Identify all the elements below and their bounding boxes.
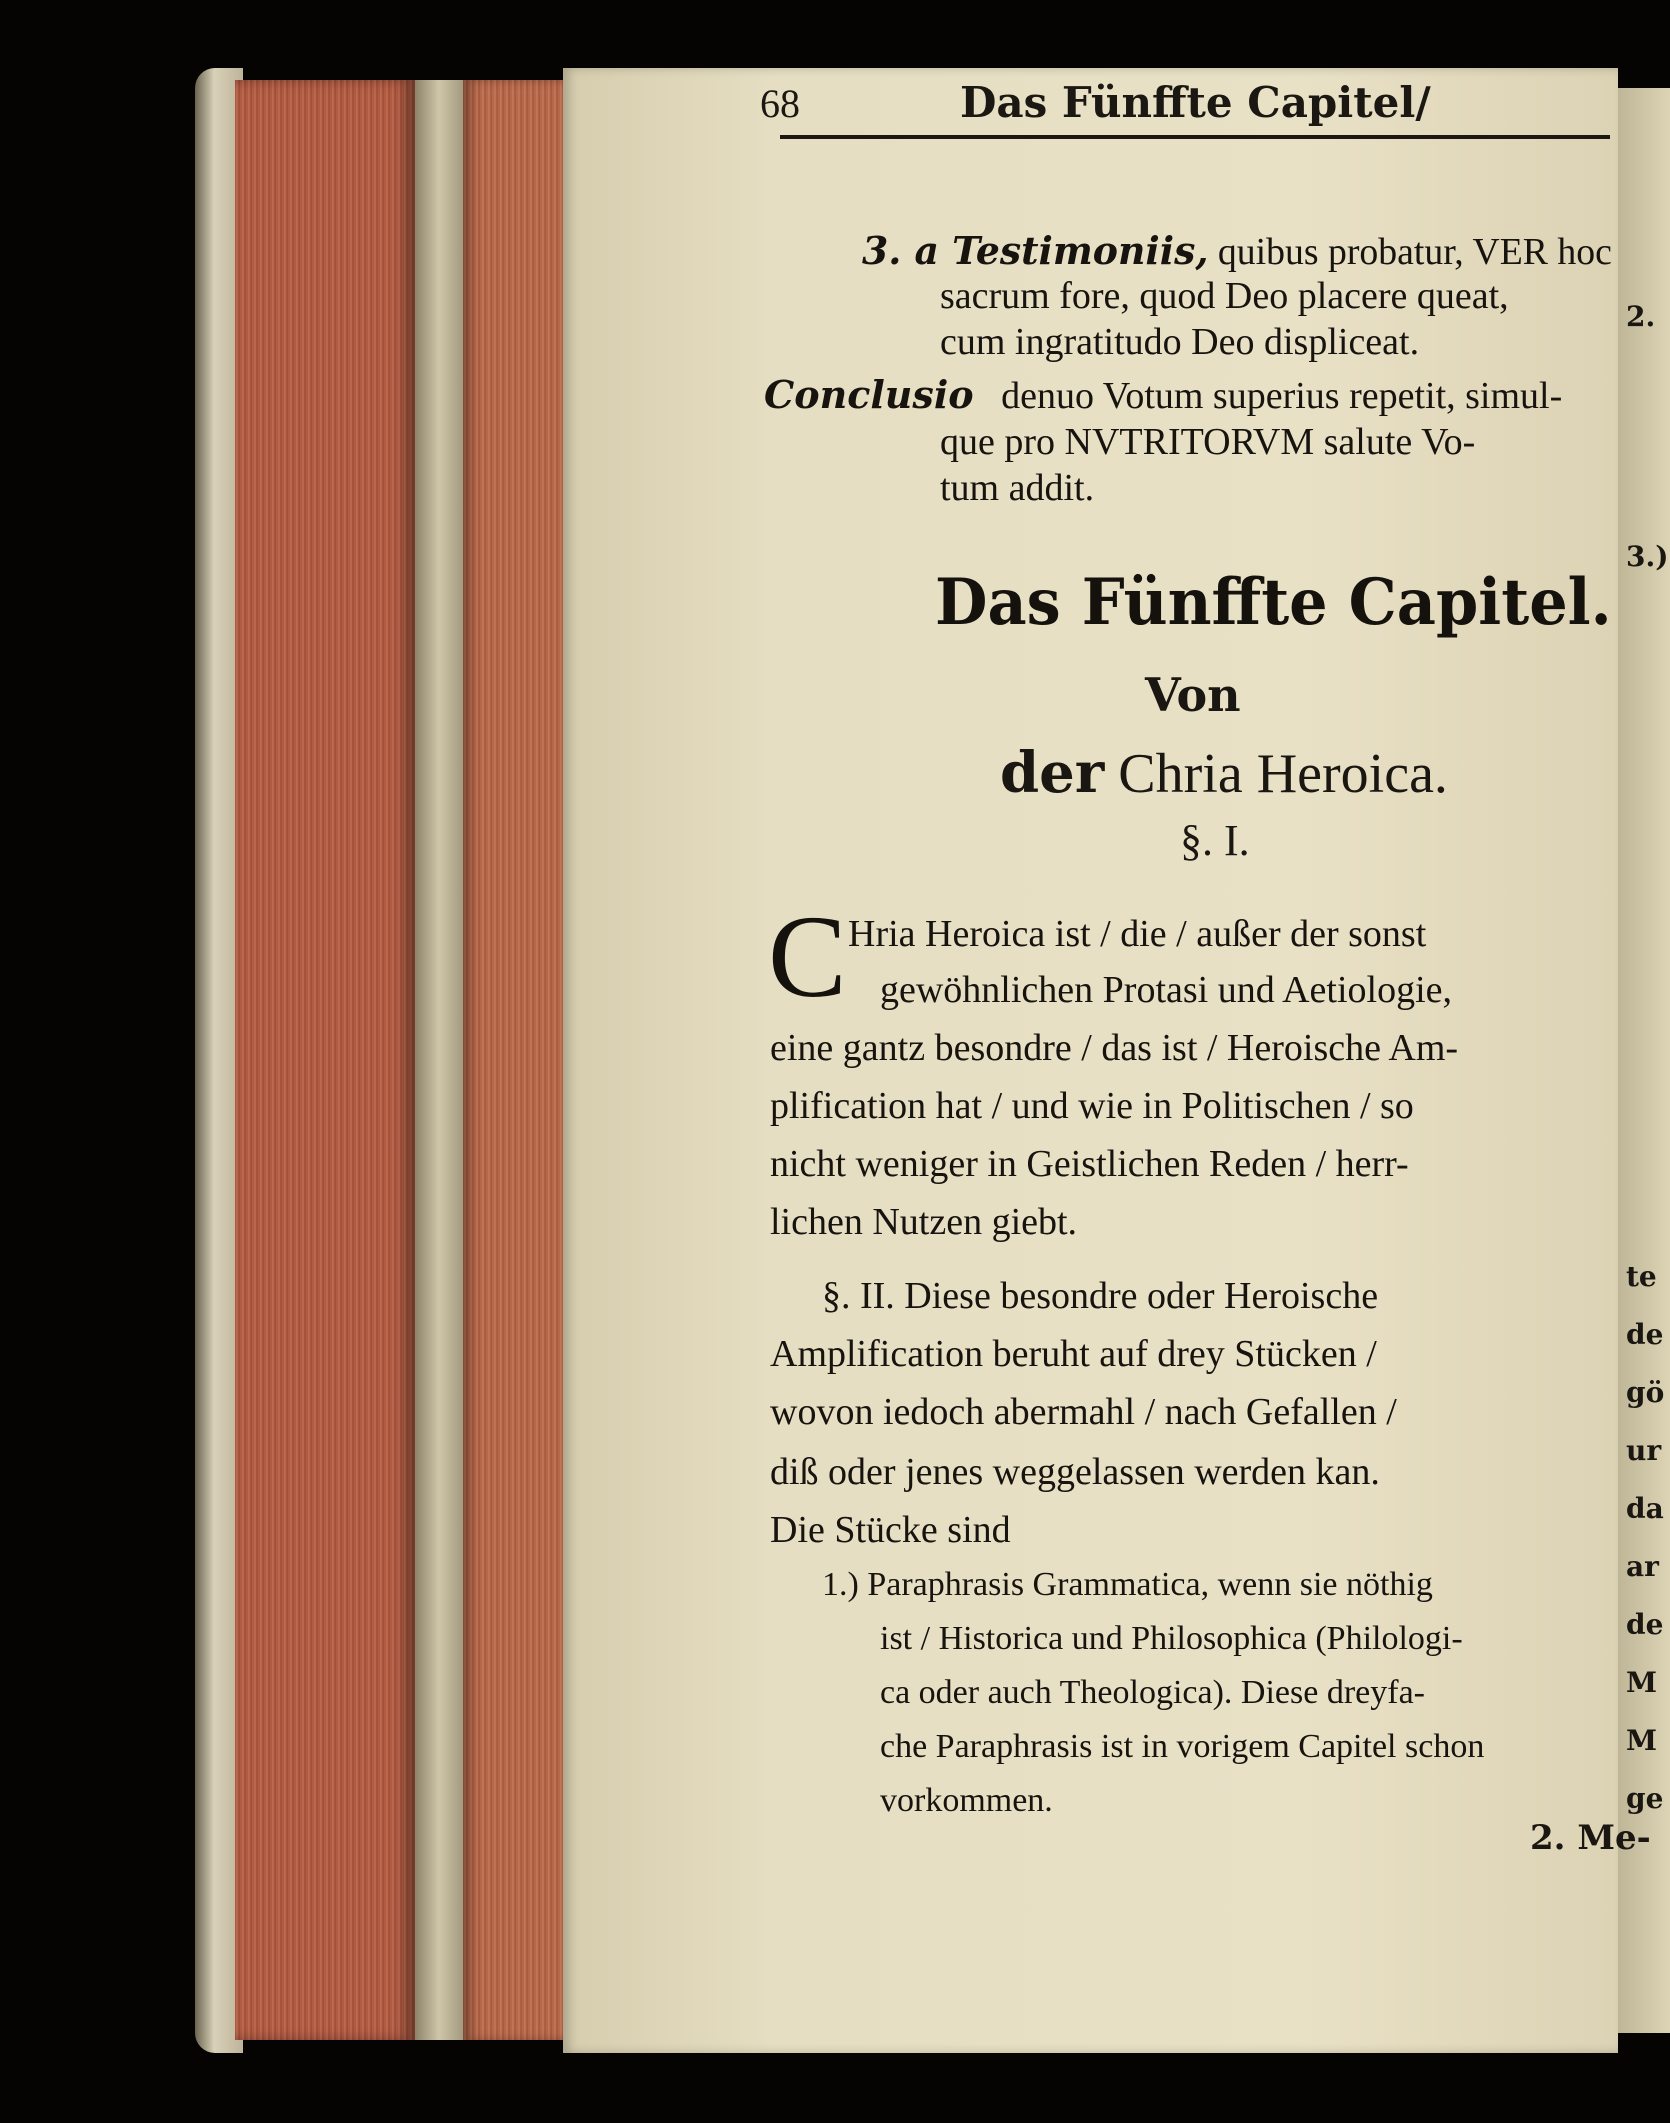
line-lead: Conclusio	[764, 372, 974, 417]
facing-page-fragment: ge	[1626, 1782, 1664, 1815]
chapter-title: Das Fünffte Capitel.	[935, 565, 1612, 640]
facing-page-fragment: M	[1626, 1724, 1657, 1757]
facing-page-fragment: ur	[1626, 1434, 1662, 1467]
book-gutter	[415, 80, 463, 2040]
text-line: 1.) Paraphrasis Grammatica, wenn sie nöthig	[822, 1566, 1433, 1603]
facing-page-fragment: de	[1626, 1608, 1664, 1641]
facing-page-fragment: 2.	[1626, 300, 1656, 333]
subtitle-der: der	[1000, 740, 1105, 806]
running-title-container	[960, 70, 1460, 140]
facing-page-fragment: M	[1626, 1666, 1657, 1699]
section-mark: §. I.	[1180, 816, 1250, 865]
line-text: quibus probatur, VER hoc	[1217, 231, 1612, 273]
line-lead: 3. a Testimoniis,	[862, 228, 1209, 273]
facing-page-fragment: 3.)	[1626, 540, 1669, 573]
line-text: tum addit.	[940, 467, 1095, 509]
text-line	[940, 274, 1509, 318]
text-line: Die Stücke sind	[770, 1509, 1011, 1551]
text-line	[940, 420, 1475, 464]
text-line: eine gantz besondre / das ist / Heroische Am-	[770, 1027, 1459, 1069]
text-line: wovon iedoch abermahl / nach Gefallen /	[770, 1391, 1397, 1433]
text-line: Amplification beruht auf drey Stücken /	[770, 1333, 1377, 1375]
text-line: Hria Heroica ist / die / außer der sonst	[848, 913, 1427, 955]
text-line: vorkommen.	[880, 1782, 1053, 1819]
facing-page-edge	[1618, 88, 1670, 2033]
line-text: denuo Votum superius repetit, simul-	[1001, 375, 1563, 417]
running-title: Das Fünffte Capitel/	[960, 78, 1431, 127]
facing-page-fragment: de	[1626, 1318, 1664, 1351]
drop-cap: C	[768, 891, 847, 1022]
page-block-red-edge-inner	[463, 80, 563, 2040]
subtitle-rest: Chria Heroica.	[1118, 743, 1448, 805]
text-line: nicht weniger in Geistlichen Reden / herr-	[770, 1143, 1409, 1185]
line-text: que pro NVTRITORVM salute Vo-	[940, 421, 1476, 463]
header-rule	[780, 135, 1610, 139]
line-text: cum ingratitudo Deo displiceat.	[940, 321, 1420, 363]
text-line: gewöhnlichen Protasi und Aetiologie,	[880, 969, 1453, 1011]
text-line: §. II. Diese besondre oder Heroische	[822, 1275, 1379, 1317]
facing-page-fragment: te	[1626, 1260, 1657, 1293]
facing-page-fragment: ar	[1626, 1550, 1659, 1583]
text-line	[862, 228, 1612, 274]
text-line: plification hat / und wie in Politischen / so	[770, 1085, 1414, 1127]
line-text: sacrum fore, quod Deo placere queat,	[940, 275, 1509, 317]
page-number: 68	[760, 81, 800, 126]
page-block-red-edge	[235, 80, 415, 2040]
facing-page-fragment: gö	[1626, 1376, 1665, 1409]
text-line: diß oder jenes weggelassen werden kan.	[770, 1451, 1380, 1493]
chapter-subtitle	[1000, 740, 1448, 806]
text-line: ca oder auch Theologica). Diese dreyfa-	[880, 1674, 1425, 1711]
facing-page-fragment: da	[1626, 1492, 1664, 1525]
text-line	[940, 320, 1419, 364]
text-line: ist / Historica und Philosophica (Philologi-	[880, 1620, 1463, 1657]
catchword: 2. Me-	[1530, 1818, 1651, 1858]
text-line: che Paraphrasis ist in vorigem Capitel schon	[880, 1728, 1485, 1765]
text-line	[940, 466, 1094, 510]
chapter-von: Von	[1145, 668, 1241, 722]
text-line	[764, 372, 1562, 418]
text-line: lichen Nutzen giebt.	[770, 1201, 1078, 1243]
